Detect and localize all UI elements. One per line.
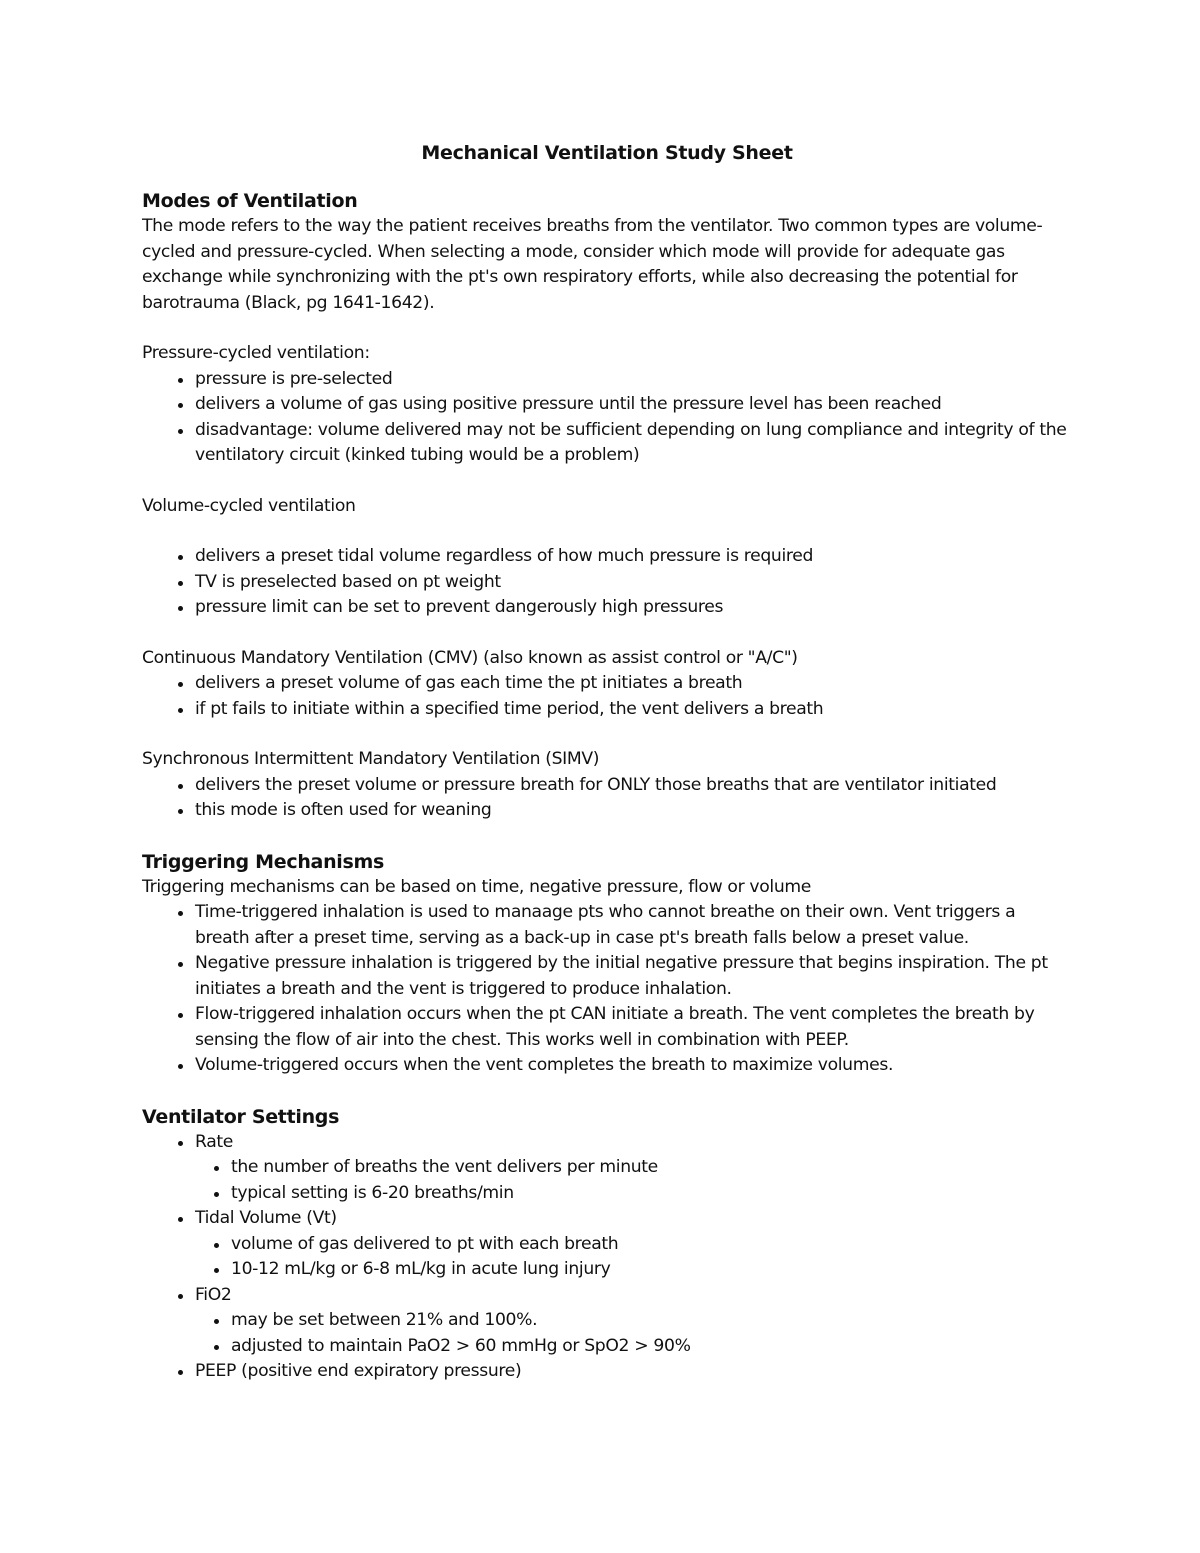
list-item: pressure is pre-selected <box>195 367 1072 393</box>
list-item: TV is preselected based on pt weight <box>195 570 1072 596</box>
tidal-volume-sublist <box>195 1232 1072 1283</box>
rate-label: Rate <box>195 1131 234 1152</box>
pressure-cycled-label: Pressure-cycled ventilation: <box>142 343 370 363</box>
volume-cycled-list <box>142 544 1072 621</box>
list-item-peep <box>195 1359 1072 1385</box>
settings-list <box>142 1130 1072 1385</box>
list-item: delivers a preset volume of gas each time the pt initiates a breath <box>195 671 1072 697</box>
list-item: delivers the preset volume or pressure breath for ONLY those breaths that are ventilator initiated <box>195 773 1072 799</box>
fio2-sublist <box>195 1308 1072 1359</box>
volume-cycled-label: Volume-cycled ventilation <box>142 495 356 516</box>
simv-label: Synchronous Intermittent Mandatory Ventilation (SIMV) <box>142 749 600 769</box>
list-item: delivers a preset tidal volume regardless of how much pressure is required <box>195 544 1072 570</box>
peep-label: PEEP (positive end expiratory pressure) <box>195 1361 522 1381</box>
list-item: pressure limit can be set to prevent dangerously high pressures <box>195 595 1072 621</box>
cmv-label: Continuous Mandatory Ventilation (CMV) (also known as assist control or "A/C") <box>142 647 798 668</box>
list-item-tidal-volume <box>195 1206 1072 1283</box>
list-item: delivers a volume of gas using positive pressure until the pressure level has been reached <box>195 392 1072 418</box>
list-item: Flow-triggered inhalation occurs when the pt CAN initiate a breath. The vent completes the breath by sensing the flow of air into the chest. This works well in combination with PEEP. <box>195 1002 1072 1053</box>
list-item: disadvantage: volume delivered may not be sufficient depending on lung compliance and integrity of the ventilatory circuit (kinked tubing would be a problem) <box>195 418 1072 469</box>
list-item-fio2 <box>195 1283 1072 1360</box>
triggering-list <box>142 900 1072 1079</box>
cmv-list <box>142 671 1072 722</box>
modes-intro-paragraph: The mode refers to the way the patient receives breaths from the ventilator. Two common types are volume-cycled and pressure-cycled. When selecting a mode, consider which mode will provide for adequate gas exchange while synchronizing with the pt's own respiratory efforts, while also decreasing the potential for barotrauma (Black, pg 1641-1642). <box>142 216 1043 313</box>
list-item: typical setting is 6-20 breaths/min <box>231 1181 1072 1207</box>
section-heading-triggering: Triggering Mechanisms <box>142 850 385 873</box>
list-item: Time-triggered inhalation is used to manaage pts who cannot breathe on their own. Vent triggers a breath after a preset time, serving as a back-up in case pt's breath falls below a preset value. <box>195 900 1072 951</box>
list-item: volume of gas delivered to pt with each breath <box>231 1232 1072 1258</box>
pressure-cycled-list <box>142 367 1072 469</box>
rate-sublist <box>195 1155 1072 1206</box>
list-item: adjusted to maintain PaO2 > 60 mmHg or SpO2 > 90% <box>231 1334 1072 1360</box>
fio2-label: FiO2 <box>195 1284 232 1305</box>
tidal-volume-label: Tidal Volume (Vt) <box>195 1208 337 1228</box>
page-title: Mechanical Ventilation Study Sheet <box>421 142 793 164</box>
triggering-intro-paragraph: Triggering mechanisms can be based on time, negative pressure, flow or volume <box>142 876 811 897</box>
list-item: this mode is often used for weaning <box>195 798 1072 824</box>
list-item-rate <box>195 1130 1072 1207</box>
document-page <box>142 140 1072 1385</box>
list-item: if pt fails to initiate within a specified time period, the vent delivers a breath <box>195 697 1072 723</box>
list-item: the number of breaths the vent delivers per minute <box>231 1155 1072 1181</box>
list-item: Negative pressure inhalation is triggered by the initial negative pressure that begins inspiration. The pt initiates a breath and the vent is triggered to produce inhalation. <box>195 951 1072 1002</box>
simv-list <box>142 773 1072 824</box>
list-item: 10-12 mL/kg or 6-8 mL/kg in acute lung injury <box>231 1257 1072 1283</box>
section-heading-modes: Modes of Ventilation <box>142 190 358 212</box>
list-item: may be set between 21% and 100%. <box>231 1308 1072 1334</box>
list-item: Volume-triggered occurs when the vent completes the breath to maximize volumes. <box>195 1053 1072 1079</box>
section-heading-settings: Ventilator Settings <box>142 1105 340 1128</box>
